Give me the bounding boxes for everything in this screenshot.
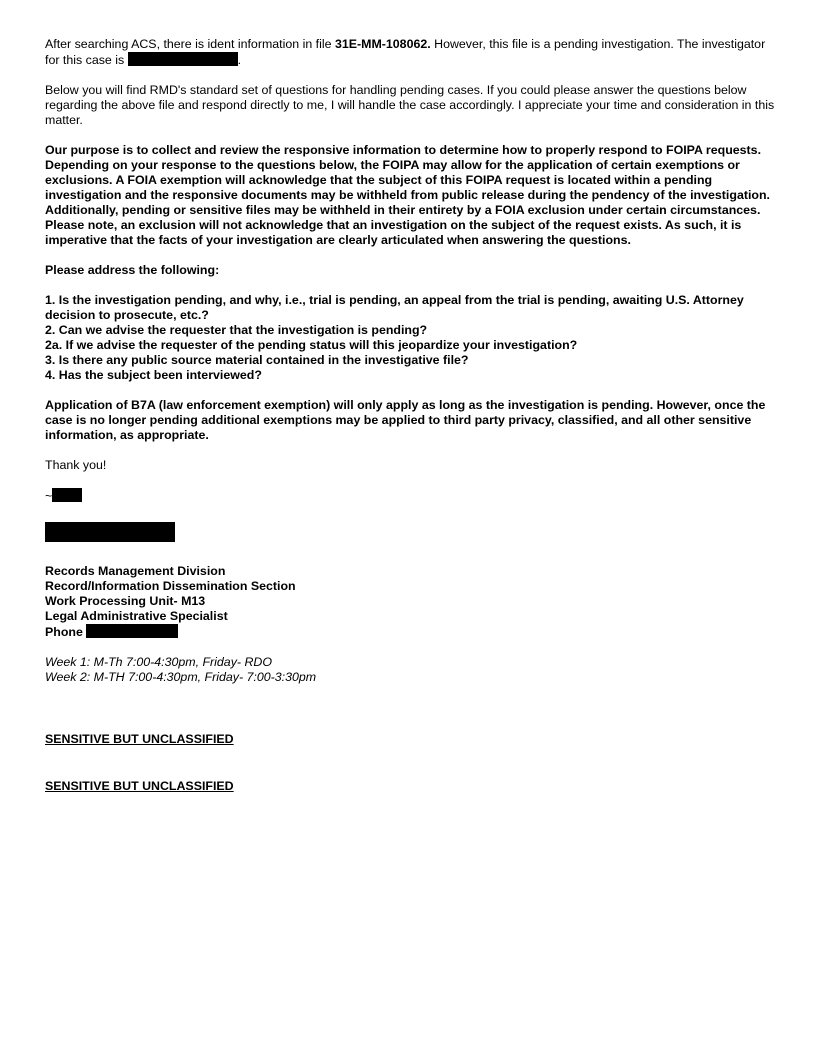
question-item: 1. Is the investigation pending, and why, i.e., trial is pending, an appeal from the trial is pending, awaiting U.S. Attorney decision to prosecute, etc.? [45,293,744,322]
redacted-phone-number [86,624,178,638]
instructions-paragraph: Below you will find RMD's standard set of questions for handling pending cases. If you could please answer the questions below regarding the above file and respond directly to me, I will handle the case accordingly. I appreciate your time and consideration in this matter. [45,83,775,127]
question-item: 2. Can we advise the requester that the investigation is pending? [45,323,428,337]
signature-unit: Work Processing Unit- M13 [45,594,206,608]
email-body [45,37,775,794]
schedule-week2: Week 2: M-TH 7:00-4:30pm, Friday- 7:00-3:30pm [45,670,317,684]
signature-division: Records Management Division [45,564,226,578]
signature-block [45,564,775,640]
signature-section: Record/Information Dissemination Section [45,579,296,593]
question-item: 3. Is there any public source material contained in the investigative file? [45,353,469,367]
work-schedule [45,655,775,685]
schedule-week1: Week 1: M-Th 7:00-4:30pm, Friday- RDO [45,655,273,669]
question-item: 2a. If we advise the requester of the pending status will this jeopardize your investigation? [45,338,578,352]
intro-text-part3: . [237,53,242,67]
intro-text-part2: However, this file is a pending investigation. The investigator for this case is [45,37,766,67]
signature-name [45,522,775,546]
intro-text-part1: After searching ACS, there is ident information in file [45,37,335,51]
thank-you: Thank you! [45,458,107,472]
sender-initials [45,488,775,504]
purpose-paragraph: Our purpose is to collect and review the responsive information to determine how to properly respond to FOIPA requests. Depending on your response to the questions below, the FOIPA may allow for the application of certain exemptions or exclusions. A FOIA exemption will acknowledge that the subject of this FOIPA request is located within a pending investigation and the responsive documents may be withheld from public release during the pendency of the investigation. Additionally, pending or sensitive files may be withheld in their entirety by a FOIA exclusion under certain circumstances. Please note, an exclusion will not acknowledge that an investigation on the subject of the request exists. As such, it is imperative that the facts of your investigation are clearly articulated when answering the questions. [45,143,770,247]
redacted-initials [52,488,82,502]
questions-list [45,293,775,383]
signature-phone [45,624,775,640]
intro-paragraph [45,37,775,68]
signature-title: Legal Administrative Specialist [45,609,228,623]
b7a-paragraph: Application of B7A (law enforcement exemption) will only apply as long as the investigation is pending. However, once the case is no longer pending additional exemptions may be applied to third party privacy, classified, and all other sensitive information, as appropriate. [45,398,766,442]
classification-banner: SENSITIVE BUT UNCLASSIFIED [45,732,234,746]
tilde: ~ [45,489,53,503]
file-number: 31E-MM-108062. [334,37,431,51]
address-heading: Please address the following: [45,263,220,277]
redacted-investigator-name [128,52,238,66]
classification-banner: SENSITIVE BUT UNCLASSIFIED [45,779,234,793]
redacted-sender-name [45,522,175,542]
phone-label: Phone [45,625,87,639]
question-item: 4. Has the subject been interviewed? [45,368,262,382]
